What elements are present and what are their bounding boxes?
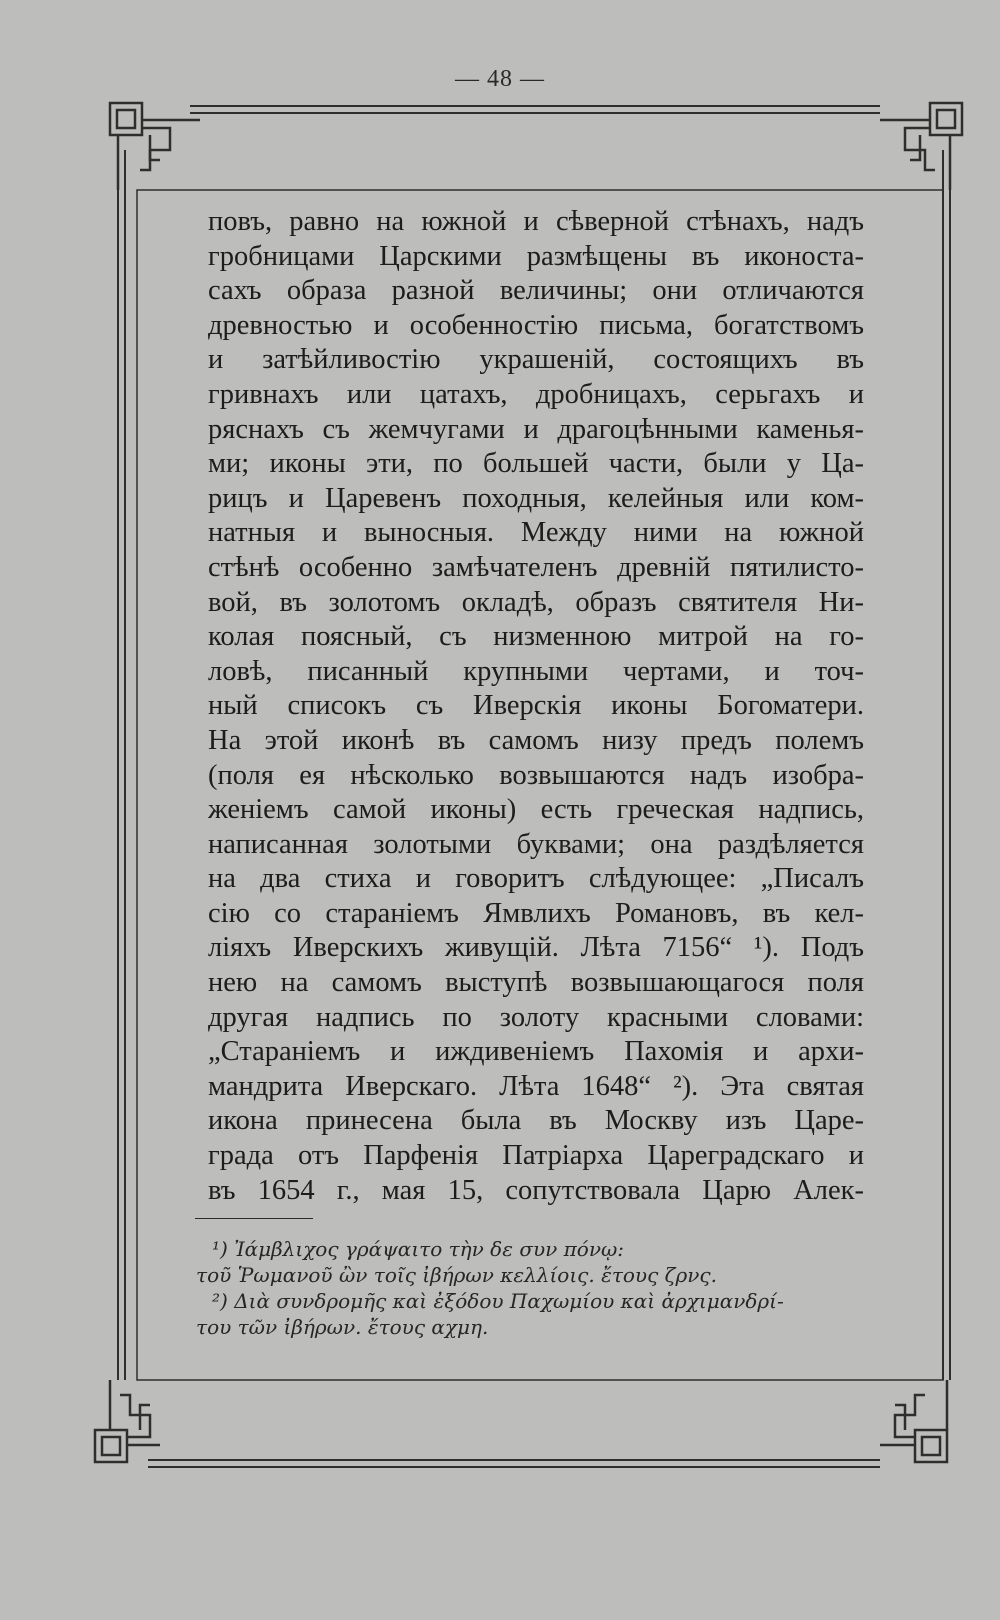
text-line: икона принесена была въ Москву изъ Царе- [208, 1105, 864, 1137]
text-line: гривнахъ или цатахъ, дробницахъ, серьгахъ и [208, 378, 864, 410]
page-number: — 48 — [455, 66, 545, 92]
text-line: вой, въ золотомъ окладѣ, образъ святителя Ни- [208, 586, 864, 618]
text-line: гробницами Царскими размѣщены въ иконоста- [208, 240, 864, 272]
footnote-mark: ²) [212, 1289, 228, 1313]
footnote-text: Ἰάμβλιχος γράψαιτο τὴν δε συν πόνῳ: [234, 1237, 625, 1261]
text-line: ловѣ, писанный крупными чертами, и точ- [208, 655, 864, 687]
text-line: и затѣйливостію украшеній, состоящихъ въ [208, 344, 864, 376]
corner-ornament-bottom-left [95, 1380, 160, 1462]
text-line: древностью и особенностію письма, богатствомъ [208, 309, 864, 341]
text-line: колая поясный, съ низменною митрой на го- [208, 621, 864, 653]
footnotes [196, 1236, 866, 1340]
body-text [208, 205, 864, 1208]
text-line: ряснахъ съ жемчугами и драгоцѣнными каменья- [208, 413, 864, 445]
text-line: ный списокъ съ Иверскія иконы Богоматери. [208, 690, 864, 722]
text-line: сахъ образа разной величины; они отличаются [208, 275, 864, 307]
text-line: На этой иконѣ въ самомъ низу предъ полемъ [208, 724, 864, 756]
corner-ornament-top-left [110, 103, 200, 190]
text-line: „Стараніемъ и иждивеніемъ Пахомія и архи- [208, 1036, 864, 1068]
text-line: (поля ея нѣсколько возвышаются надъ изобра- [208, 759, 864, 791]
corner-ornament-top-right [880, 103, 962, 190]
text-line: на два стиха и говоритъ слѣдующее: „Писалъ [208, 863, 864, 895]
text-line: рицъ и Царевенъ походныя, келейныя или ком- [208, 482, 864, 514]
footnote-mark: ¹) [212, 1237, 228, 1261]
text-line: другая надпись по золоту красными словами: [208, 1001, 864, 1033]
corner-ornament-bottom-right [880, 1380, 947, 1462]
footnote-2 [196, 1288, 866, 1314]
text-line: града отъ Парфенія Патріарха Цареградскаго и [208, 1140, 864, 1172]
footnote-1-cont: τοῦ Ῥωμανοῦ ὢν τοῖς ἰβήρων κελλίοις. ἔτους ζρνς. [196, 1263, 717, 1287]
text-line: въ 1654 г., мая 15, сопутствовала Царю Алек- [208, 1174, 864, 1206]
footnote-separator [195, 1218, 313, 1219]
text-line: мандрита Иверскаго. Лѣта 1648“ ²). Эта святая [208, 1070, 864, 1102]
text-line: нею на самомъ выступѣ возвышающагося поля [208, 967, 864, 999]
text-line: стѣнѣ особенно замѣчателенъ древній пятилисто- [208, 551, 864, 583]
text-line: сію со стараніемъ Ямвлихъ Романовъ, въ кел- [208, 897, 864, 929]
text-line: ми; иконы эти, по большей части, были у Ца- [208, 448, 864, 480]
text-line: женіемъ самой иконы) есть греческая надпись, [208, 794, 864, 826]
text-line: натныя и выносныя. Между ними на южной [208, 517, 864, 549]
text-line: повъ, равно на южной и сѣверной стѣнахъ, надъ [208, 206, 864, 237]
footnote-text: Διὰ συνδρομῆς καὶ ἐξόδου Παχωμίου καὶ ἀρχιμανδρί- [234, 1289, 784, 1313]
footnote-2-cont: του τῶν ἰβήρων. ἔτους αχμη. [196, 1315, 489, 1339]
text-line: написанная золотыми буквами; она раздѣляется [208, 828, 864, 860]
text-line: ліяхъ Иверскихъ живущій. Лѣта 7156“ ¹). Подъ [208, 932, 864, 964]
footnote-1 [196, 1236, 866, 1262]
